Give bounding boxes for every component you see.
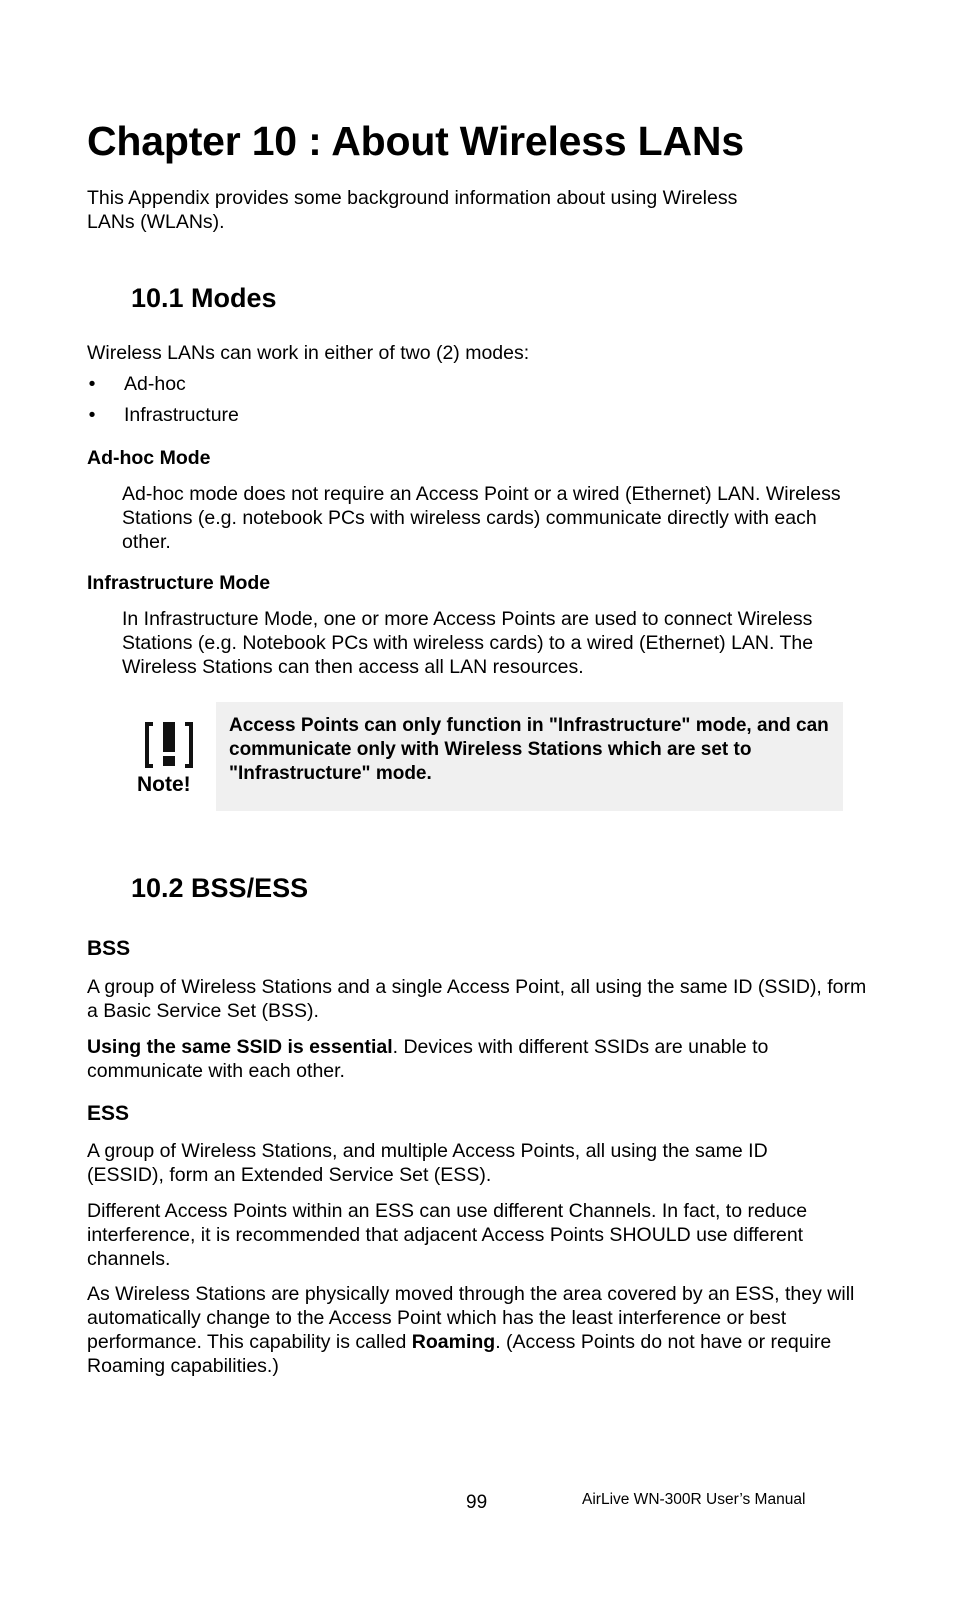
page-number: 99 [466, 1492, 488, 1513]
modes-lead: Wireless LANs can work in either of two (2) modes: [87, 342, 530, 364]
subheading-adhoc-mode: Ad-hoc Mode [87, 447, 211, 469]
subheading-bss: BSS [87, 937, 131, 960]
intro-paragraph: This Appendix provides some background information about using Wireless LANs (WLANs). [87, 187, 738, 233]
section-heading-modes: 10.1 Modes [131, 283, 277, 313]
bss-paragraph-1: A group of Wireless Stations and a single Access Point, all using the same ID (SSID), form a Basic Service Set (BSS). [87, 976, 867, 1022]
bss-paragraph-2 [87, 1035, 867, 1083]
infrastructure-mode-paragraph: In Infrastructure Mode, one or more Access Points are used to connect Wireless Stations (e.g. Notebook PCs with wireless cards) to a wired (Ethernet) LAN. The Wireless Stations can then access all LAN resources. [122, 608, 814, 678]
ess-paragraph-3-end: . (Access Points do not have or require Roaming capabilities.) [87, 1331, 832, 1377]
list-item-label: Ad-hoc [124, 373, 186, 395]
chapter-title: Chapter 10 : About Wireless LANs [87, 118, 744, 164]
subheading-ess: ESS [87, 1102, 130, 1125]
bss-essential-emphasis: Using the same SSID is essential [87, 1036, 393, 1058]
ess-paragraph-1: A group of Wireless Stations, and multiple Access Points, all using the same ID (ESSID), form an Extended Service Set (ESS). [87, 1140, 768, 1186]
bullet-icon: • [88, 373, 96, 395]
subheading-infrastructure-mode: Infrastructure Mode [87, 572, 271, 594]
ess-paragraph-2: Different Access Points within an ESS can use different Channels. In fact, to reduce interference, it is recommended that adjacent Access Points SHOULD use different channels. [87, 1200, 808, 1270]
ess-paragraph-3-start: As Wireless Stations are physically moved through the area covered by an ESS, they will automatically change to the Access Point which has the least interference or best performance. This capability is called [87, 1283, 855, 1353]
list-item-label: Infrastructure [124, 404, 239, 426]
note-text: Access Points can only function in "Infrastructure" mode, and can communicate only with Wireless Stations which are set to "Infrastructure" mode. [229, 715, 829, 784]
manual-title: AirLive WN-300R User’s Manual [582, 1491, 806, 1508]
ess-paragraph-3 [87, 1282, 887, 1378]
bullet-icon: • [88, 404, 96, 426]
note-label: Note! [137, 773, 191, 796]
bss-paragraph-2-rest: . Devices with different SSIDs are unable to communicate with each other. [87, 1036, 769, 1082]
exclamation-bracket-icon [145, 720, 193, 770]
section-heading-bss-ess: 10.2 BSS/ESS [131, 873, 309, 903]
adhoc-mode-paragraph: Ad-hoc mode does not require an Access Point or a wired (Ethernet) LAN. Wireless Stations (e.g. notebook PCs with wireless cards) communicate directly with each other. [122, 483, 841, 553]
roaming-emphasis: Roaming [411, 1331, 496, 1353]
